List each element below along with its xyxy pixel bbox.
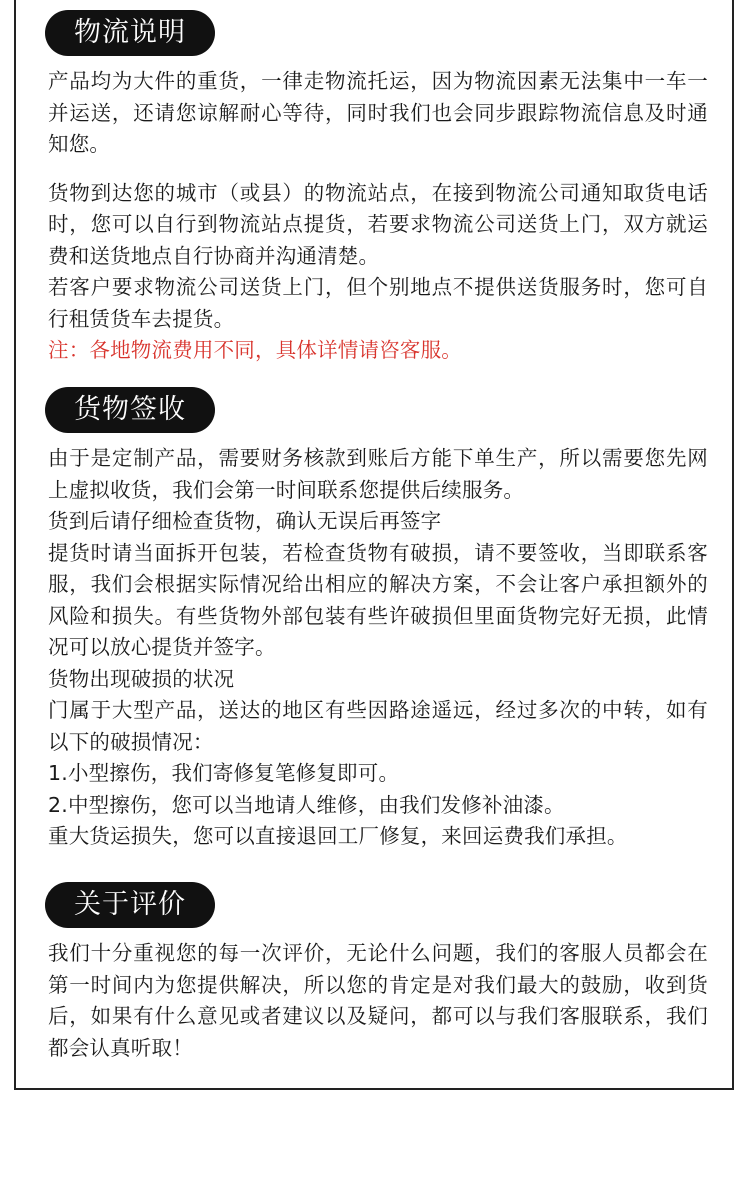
receipt-paragraph-7: 2.中型擦伤，您可以当地请人维修，由我们发修补油漆。 — [48, 792, 565, 817]
receipt-paragraph-3: 提货时请当面拆开包装，若检查货物有破损，请不要签收，当即联系客服，我们会根据实际情况给出相应的解决方案，不会让客户承担额外的风险和损失。有些货物外部包装有些许破损但里面货物完好无损，此情况可以放心提货并签字。 — [48, 540, 708, 659]
review-section-body — [48, 938, 708, 1064]
section-title-receipt: 货物签收 — [45, 387, 215, 433]
receipt-paragraph-4: 货物出现破损的状况 — [48, 666, 235, 691]
receipt-paragraph-6: 1.小型擦伤，我们寄修复笔修复即可。 — [48, 761, 400, 785]
logistics-paragraph-3: 若客户要求物流公司送货上门，但个别地点不提供送货服务时，您可自行租赁货车去提货。 — [48, 275, 708, 331]
receipt-section-body — [48, 443, 708, 853]
receipt-paragraph-8: 重大货运损失，您可以直接退回工厂修复，来回运费我们承担。 — [48, 824, 628, 848]
receipt-paragraph-1: 由于是定制产品，需要财务核款到账后方能下单生产，所以需要您先网上虚拟收货，我们会第一时间联系您提供后续服务。 — [48, 446, 708, 502]
logistics-section-body — [48, 66, 708, 367]
receipt-paragraph-5: 门属于大型产品，送达的地区有些因路途遥远，经过多次的中转，如有以下的破损情况： — [48, 698, 708, 754]
section-title-review: 关于评价 — [45, 882, 215, 928]
receipt-paragraph-2: 货到后请仔细检查货物，确认无误后再签字 — [48, 509, 442, 533]
section-title-logistics: 物流说明 — [45, 10, 215, 56]
review-paragraph-1: 我们十分重视您的每一次评价，无论什么问题，我们的客服人员都会在第一时间内为您提供解决，所以您的肯定是对我们最大的鼓励，收到货后，如果有什么意见或者建议以及疑问，都可以与我们客服联系，我们都会认真听取！ — [48, 941, 708, 1060]
logistics-note: 注：各地物流费用不同，具体详情请咨客服。 — [48, 338, 462, 362]
logistics-paragraph-2: 货物到达您的城市（或县）的物流站点，在接到物流公司通知取货电话时，您可以自行到物流站点提货，若要求物流公司送货上门，双方就运费和送货地点自行协商并沟通清楚。 — [48, 180, 708, 268]
logistics-paragraph-1: 产品均为大件的重货，一律走物流托运，因为物流因素无法集中一车一并运送，还请您谅解耐心等待，同时我们也会同步跟踪物流信息及时通知您。 — [48, 69, 708, 156]
